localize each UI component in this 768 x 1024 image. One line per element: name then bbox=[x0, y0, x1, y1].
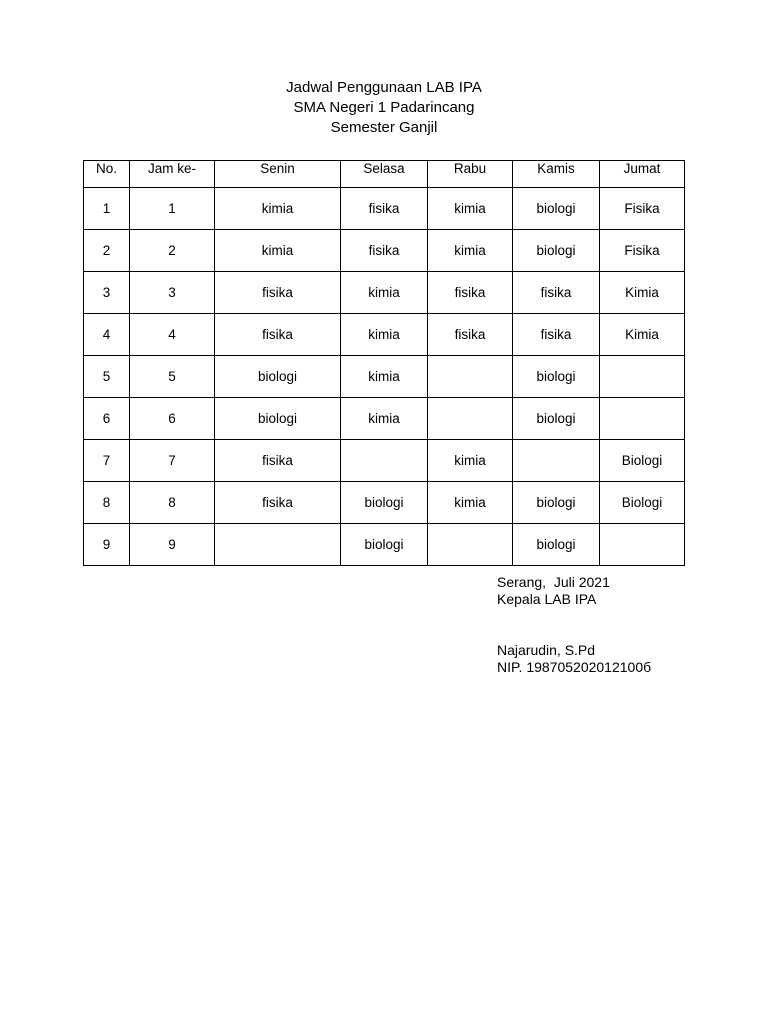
cell-jumat: Fisika bbox=[600, 188, 685, 230]
cell-jam: 5 bbox=[130, 356, 215, 398]
cell-no: 8 bbox=[84, 482, 130, 524]
cell-selasa: kimia bbox=[341, 314, 428, 356]
signature-block bbox=[497, 574, 651, 676]
header-rabu: Rabu bbox=[428, 161, 513, 188]
table-row bbox=[84, 188, 685, 230]
cell-rabu: fisika bbox=[428, 272, 513, 314]
title-line-2: SMA Negeri 1 Padarincang bbox=[293, 99, 475, 116]
cell-senin: kimia bbox=[215, 230, 341, 272]
cell-jumat: Biologi bbox=[600, 440, 685, 482]
cell-kamis: fisika bbox=[513, 314, 600, 356]
cell-rabu: fisika bbox=[428, 314, 513, 356]
cell-kamis: biologi bbox=[513, 356, 600, 398]
cell-selasa bbox=[341, 440, 428, 482]
cell-selasa: kimia bbox=[341, 356, 428, 398]
table-row bbox=[84, 398, 685, 440]
cell-selasa: fisika bbox=[341, 188, 428, 230]
cell-senin: fisika bbox=[215, 482, 341, 524]
cell-kamis: biologi bbox=[513, 188, 600, 230]
cell-no: 5 bbox=[84, 356, 130, 398]
cell-jam: 2 bbox=[130, 230, 215, 272]
cell-kamis bbox=[513, 440, 600, 482]
table-row bbox=[84, 272, 685, 314]
header-senin: Senin bbox=[215, 161, 341, 188]
cell-senin: biologi bbox=[215, 398, 341, 440]
cell-senin: kimia bbox=[215, 188, 341, 230]
header-jam: Jam ke- bbox=[130, 161, 215, 188]
cell-jumat bbox=[600, 398, 685, 440]
signature-position: Kepala LAB IPA bbox=[497, 591, 597, 607]
cell-no: 6 bbox=[84, 398, 130, 440]
cell-jam: 4 bbox=[130, 314, 215, 356]
table-row bbox=[84, 482, 685, 524]
signature-place-date: Serang, Juli 2021 bbox=[497, 574, 610, 590]
cell-jumat bbox=[600, 524, 685, 566]
cell-jumat: Fisika bbox=[600, 230, 685, 272]
cell-jam: 7 bbox=[130, 440, 215, 482]
table-row bbox=[84, 524, 685, 566]
cell-senin: fisika bbox=[215, 314, 341, 356]
cell-rabu: kimia bbox=[428, 188, 513, 230]
title-line-3: Semester Ganjil bbox=[330, 119, 438, 136]
cell-jumat: Biologi bbox=[600, 482, 685, 524]
cell-rabu: kimia bbox=[428, 440, 513, 482]
cell-no: 2 bbox=[84, 230, 130, 272]
cell-no: 7 bbox=[84, 440, 130, 482]
table-row bbox=[84, 356, 685, 398]
cell-rabu bbox=[428, 398, 513, 440]
header-jumat: Jumat bbox=[600, 161, 685, 188]
title-line-1: Jadwal Penggunaan LAB IPA bbox=[286, 79, 482, 96]
cell-jam: 1 bbox=[130, 188, 215, 230]
cell-senin: fisika bbox=[215, 272, 341, 314]
cell-kamis: biologi bbox=[513, 524, 600, 566]
cell-rabu bbox=[428, 524, 513, 566]
cell-kamis: biologi bbox=[513, 398, 600, 440]
cell-jam: 6 bbox=[130, 398, 215, 440]
cell-selasa: fisika bbox=[341, 230, 428, 272]
cell-no: 9 bbox=[84, 524, 130, 566]
cell-rabu: kimia bbox=[428, 482, 513, 524]
cell-kamis: biologi bbox=[513, 230, 600, 272]
schedule-table bbox=[83, 160, 685, 566]
signature-nip: NIP. 198705202012100б bbox=[497, 659, 652, 675]
cell-rabu: kimia bbox=[428, 230, 513, 272]
cell-jam: 9 bbox=[130, 524, 215, 566]
table-row bbox=[84, 230, 685, 272]
cell-senin: fisika bbox=[215, 440, 341, 482]
document-title bbox=[0, 78, 768, 138]
cell-rabu bbox=[428, 356, 513, 398]
cell-selasa: biologi bbox=[341, 524, 428, 566]
cell-no: 1 bbox=[84, 188, 130, 230]
header-no: No. bbox=[84, 161, 130, 188]
cell-selasa: biologi bbox=[341, 482, 428, 524]
cell-no: 3 bbox=[84, 272, 130, 314]
cell-kamis: biologi bbox=[513, 482, 600, 524]
cell-jam: 3 bbox=[130, 272, 215, 314]
header-selasa: Selasa bbox=[341, 161, 428, 188]
signature-name: Najarudin, S.Pd bbox=[497, 642, 596, 658]
cell-selasa: kimia bbox=[341, 272, 428, 314]
cell-kamis: fisika bbox=[513, 272, 600, 314]
cell-jumat: Kimia bbox=[600, 314, 685, 356]
cell-senin bbox=[215, 524, 341, 566]
cell-jumat: Kimia bbox=[600, 272, 685, 314]
cell-selasa: kimia bbox=[341, 398, 428, 440]
table-row bbox=[84, 314, 685, 356]
header-kamis: Kamis bbox=[513, 161, 600, 188]
cell-jumat bbox=[600, 356, 685, 398]
cell-jam: 8 bbox=[130, 482, 215, 524]
cell-no: 4 bbox=[84, 314, 130, 356]
cell-senin: biologi bbox=[215, 356, 341, 398]
table-header-row bbox=[84, 161, 685, 188]
table-row bbox=[84, 440, 685, 482]
signature-space bbox=[497, 608, 651, 642]
